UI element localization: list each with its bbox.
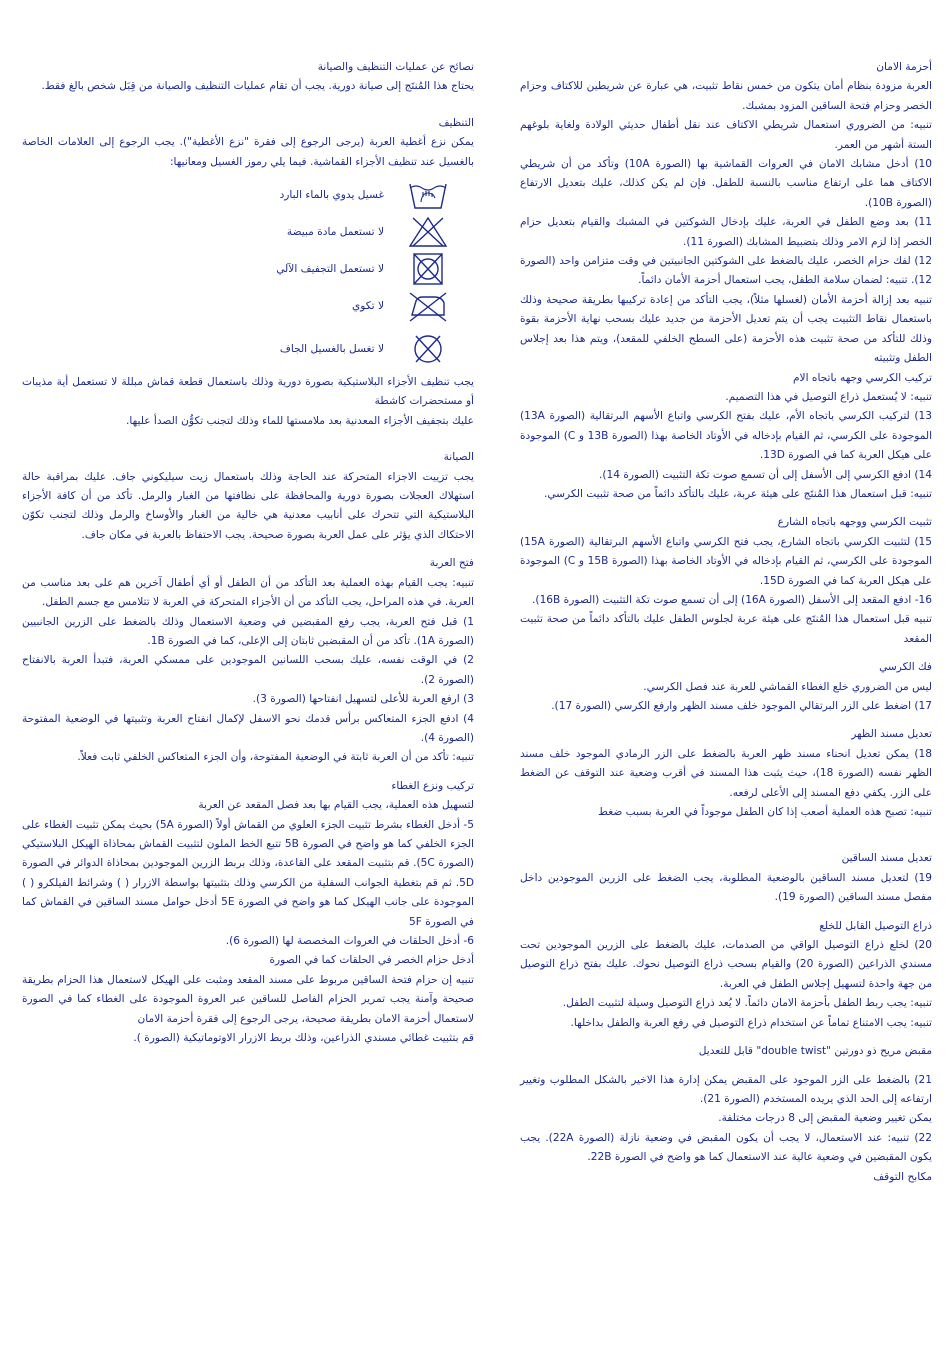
- paragraph: مكابح التوقف: [873, 1170, 932, 1183]
- paragraph: 2) في الوقت نفسه، عليك بسحب اللسانين الموجودين على ممسكي العربة، فتبدأ العربة بالانفتاح (الصورة 2).: [22, 654, 474, 686]
- remove-seat-section: [520, 678, 932, 717]
- paragraph: تنبيه: من الضروري استعمال شريطي الاكتاف عند نقل أطفال حديثي الولادة ولغاية بلوغهم الستة أشهر من العمر.: [520, 119, 932, 151]
- paragraph: 3) ارفع العربة للأعلى لتسهيل انفتاحها (الصورة 3).: [252, 693, 474, 706]
- paragraph: يجب تنظيف الأجزاء البلاستيكية بصورة دورية وذلك باستعمال قطعة قماش مبللة لا تستعمل أية مذيبات أو مستحضرات كاشطة: [22, 376, 474, 408]
- paragraph: تنبيه: تأكد من أن العربة ثابتة في الوضعية المفتوحة، وأن الجزء المتعاكس الخلفي ثابت فعلاً.: [77, 751, 474, 764]
- paragraph: 21) بالضغط على الزر الموجود على المقبض يمكن إدارة هذا الاخير بالشكل المطلوب وتغيير ارتفاعه إلى الحد الذي يريده المستخدم (الصورة 21).: [520, 1073, 932, 1105]
- paragraph: 11) بعد وضع الطفل في العربة، عليك بإدخال الشوكتين في المشبك والقيام بتعديل حزام الخصر إذا لزم الامر وذلك بتضبيط المشابك (الصورة 11).: [520, 216, 932, 248]
- paragraph: 18) يمكن تعديل انحناء مسند ظهر العربة بالضغط على الزر الرمادي الموجود خلف مسند الظهر نفسه (الصورة 18)، حيث يثبت هذا المسند في أقرب وضعية عند التوقف عن الضغط على الزر. يكفي دفع المسند إلى الأعلى لرفعه.: [520, 747, 932, 799]
- paragraph: تنبيه إن حزام فتحة الساقين مربوط على مسند المقعد ومثبت على الهيكل لاستعمال هذا الحزام بطريقة صحيحة وآمنة يجب تمرير الحزام الفاصل للساقين عبر العروة الموجودة على الغطاء كما في الصورة لاستعمال أحزمة الامان بطريقة صحيحة، يرجى الرجوع إلى فقرة أحزمة الامان: [22, 973, 474, 1025]
- paragraph: تنبيه: يجب الامتناع تماماً عن استخدام ذراع التوصيل في رفع العربة والطفل بداخلها.: [570, 1016, 932, 1029]
- care-advice-heading: نصائح عن عمليات التنظيف والصيانة: [317, 61, 474, 73]
- care-symbol-label: لا تستعمل التجفيف الآلي: [276, 262, 384, 275]
- paragraph: 17) اضغط على الزر البرتقالي الموجود خلف مسند الظهر وارفع الكرسي (الصورة 17).: [551, 700, 932, 712]
- care-symbol-label: لا تغسل بالغسيل الجاف: [279, 342, 384, 355]
- bumper-bar-heading: ذراع التوصيل القابل للخلع: [819, 919, 932, 932]
- seat-facing-street-heading: تثبيت الكرسي ووجهه باتجاه الشارع: [777, 516, 932, 529]
- cover-section: [22, 796, 474, 1048]
- paragraph: 1) قبل فتح العربة، يجب رفع المقبضين في وضعية الاستعمال وذلك بالضغط على الزرين الجانبيين (الصورة 1A). تأكد من أن المقبضين ثابتان إلى الإعلى، كما في الصورة 1B.: [22, 615, 474, 647]
- paragraph: تنبيه: لا يُستعمل ذراع التوصيل في هذا التصميم.: [725, 390, 932, 403]
- paragraph: ليس من الضروري خلع الغطاء القماشي للعربة عند فصل الكرسي.: [643, 680, 932, 693]
- backrest-heading: تعديل مسند الظهر: [851, 728, 932, 741]
- paragraph: عليك بتجفيف الأجزاء المعدنية بعد ملامستها للماء وذلك لتجنب تكوُّن الصدأ عليها.: [126, 414, 474, 427]
- care-advice-section: [22, 77, 474, 96]
- handle-heading: مقبض مريح ذو دورتين "double twist" قابل للتعديل: [698, 1045, 932, 1058]
- paragraph: يجب تزييت الاجزاء المتحركة عند الحاجة وذلك باستعمال زيت سيليكوني جاف. عليك بمراقبة حالة استهلاك العجلات بصورة دورية والمحافظة على نظافتها من الغبار والرمل. تأكد من أن كافة الأجزاء البلاستيكية التي تتحرك على أنابيب معدنية هي خالية من الغبار والأوساخ والرمل وذلك لتجنب تكوّن الاحتكاك الذي يؤثر على عمل العربة بصورة صحيحة. يجب الاحتفاظ بالعربة في مكان جاف.: [22, 470, 474, 541]
- paragraph: قم بتثبيت غطائي مسندي الذراعين، وذلك بربط الازرار الاوتوماتيكية (الصورة ).: [133, 1032, 474, 1045]
- paragraph: 14) ادفع الكرسي إلى الأسفل إلى أن تسمع صوت تكة التثبيت (الصورة 14).: [598, 468, 932, 481]
- paragraph: 5- أدخل الغطاء بشرط تثبيت الجزء العلوي من القماش أولاً (الصورة 5A) بحيث يمكن تثبيت الغطاء على الجزء الخلفي كما هو واضح في الصورة 5B تتبع الخط الملون لتثبيت القماش بمحاذاة الهيكل البلاستيكي (الصورة 5C). قم بتثبيت المقعد على القاعدة، وذلك بربط الزرين الموجودين بمحاذاة الدوائر في الصورة 5D. ثم قم بتغطية الجوانب السفلية من الكرسي وذلك بتثبيتها بواسطة الازرار ( ) وشرائط الفيلكرو ( ) الموجودة على جانب الهيكل كما هو واضح في الصورة 5E أدخل حوامل مسند الساقين في القماش كما في الصورة 5F: [22, 818, 475, 928]
- seat-facing-street-section: [520, 533, 932, 649]
- seat-facing-parent-heading: تركيب الكرسي وجهه باتجاه الام: [793, 371, 932, 384]
- legrest-section: [520, 869, 932, 908]
- maintenance-heading: الصيانة: [443, 451, 474, 464]
- no-tumble-dry-icon: [406, 252, 450, 286]
- paragraph: 16- ادفع المقعد إلى الأسفل (الصورة 16A) إلى أن تسمع صوت تكة التثبيت (الصورة 16B).: [532, 593, 932, 606]
- paragraph: تنبيه: تصبح هذه العملية أصعب إذا كان الطفل موجوداً في العربة بسبب ضغط: [598, 806, 932, 819]
- paragraph: 22) تنبيه: عند الاستعمال، لا يجب أن يكون المقبض في وضعية نازلة (الصورة 22A). يجب يكون المقبضين في وضعية عالية عند الاستعمال كما هو واضح في الصورة 22B.: [520, 1131, 932, 1164]
- paragraph: 13) لتركيب الكرسي باتجاه الأم، عليك بفتح الكرسي واتباع الأسهم البرتقالية (الصورة 13A) الموجودة على الكرسي، ثم القيام بإدخاله في الأوتاد الخاصة بهذا (الصورة 13B و C) الموجودة على هيكل العربة كما في الصورة 13D.: [520, 410, 933, 462]
- paragraph: يمكن تغيير وضعية المقبض إلى 8 درجات مختلفة.: [718, 1112, 932, 1125]
- paragraph: تنبيه: يجب ربط الطفل بأحزمة الامان دائماً. لا يُعد ذراع التوصيل وسيلة لتثبيت الطفل.: [562, 997, 932, 1010]
- care-symbol-label: لا تكوي: [352, 299, 384, 312]
- care-symbol-row: [22, 213, 450, 250]
- opening-heading: فتح العربة: [429, 557, 474, 570]
- care-symbol-row: [22, 176, 450, 213]
- care-symbol-row: [22, 287, 450, 324]
- paragraph: أدخل حزام الخصر في الحلقات كما في الصورة: [269, 954, 474, 967]
- no-dry-clean-icon: [406, 332, 450, 366]
- care-symbol-row: [22, 250, 450, 287]
- paragraph: العربة مزودة بنظام أمان يتكون من خمس نقاط تثبيت، هي عبارة عن شريطين للاكتاف وحزام الخصر وحزام فتحة الساقين المزود بمشبك.: [520, 80, 932, 112]
- paragraph: تنبيه قبل استعمال هذا المُنتَج على هيئة عربة لجلوس الطفل عليك بالتأكد دائماً من صحة تثبيت المقعد: [520, 613, 932, 645]
- care-symbol-label: غسيل يدوي بالماء البارد: [279, 188, 384, 201]
- paragraph: يمكن نزع أغطية العربة (يرجى الرجوع إلى فقرة "نزع الأغطية"). يجب الرجوع إلى العلامات الخاصة بالغسيل عند تنظيف الأجزاء القماشية. فيما يلي رموز الغسيل ومعانيها:: [22, 136, 474, 168]
- left-column: [22, 58, 474, 1048]
- seat-facing-parent-section: [520, 388, 932, 504]
- paragraph: يحتاج هذا المُنتَج إلى صيانة دورية. يجب أن تقام عمليات التنظيف والصيانة من قِبَل شخص بالغ فقط.: [41, 80, 474, 93]
- paragraph: 12) لفك حزام الخصر، عليك بالضغط على الشوكتين الجانبيتين في وقت متزامن واحد (الصورة 12). تنبيه: لضمان سلامة الطفل، يجب استعمال أحزمة الأمان دائماً.: [520, 255, 932, 287]
- cleaning-section: [22, 133, 474, 431]
- maintenance-section: [22, 468, 474, 546]
- opening-section: [22, 574, 474, 768]
- no-iron-icon: [406, 289, 450, 323]
- paragraph: 15) لتثبيت الكرسي باتجاه الشارع، يجب فتح الكرسي واتباع الأسهم البرتقالية (الصورة 15A) الموجودة على الكرسي، ثم القيام بإدخاله في الأوتاد الخاصة بهذا (الصورة 15B و C) الموجودة على هيكل العربة كما في الصورة 15D.: [520, 535, 933, 587]
- seatbelt-section: [520, 77, 932, 368]
- cover-heading: تركيب ونزع الغطاء: [391, 779, 474, 792]
- paragraph: 4) ادفع الجزء المتعاكس برأس قدمك نحو الاسفل لإكمال انفتاح العربة وتثبيتها في الوضعية المفتوحة (الصورة 4).: [22, 712, 474, 744]
- paragraph: تنبيه: قبل استعمال هذا المُنتَج على هيئة عربة، عليك بالتأكد دائماً من صحة تثبيت الكرسي.: [543, 487, 932, 500]
- paragraph: 10) أدخل مشابك الامان في العروات القماشية بها (الصورة 10A) وتأكد من أن شريطي الاكتاف هما على ارتفاع مناسب بالنسبة للطفل. فإن لم يكن كذلك، عليك بتعديل الارتفاع (الصورة 10B).: [520, 158, 932, 209]
- handle-section: [520, 1071, 932, 1187]
- legrest-heading: تعديل مسند الساقين: [841, 852, 932, 865]
- hand-wash-icon: [406, 178, 450, 212]
- paragraph: تنبيه بعد إزالة أحزمة الأمان (لغسلها مثلاً)، يجب التأكد من إعادة تركيبها بطريقة صحيحة وذلك باستعمال نقاط التثبيت يجب أن يتم تعديل الأحزمة من جديد عليك بسحب نهاية الأحزمة بقوة وذلك للتأكد من صحة تثبيت هذه الأحزمة (على السطح الخلفي للمقعد)، ويتم هذا بعد إجلاس الطفل وتثبيته: [520, 293, 932, 365]
- care-symbol-label: لا تستعمل مادة مبيضة: [286, 225, 384, 238]
- paragraph: لتسهيل هذه العملية، يجب القيام بها بعد فصل المقعد عن العربة: [198, 799, 474, 812]
- care-symbols-list: [22, 176, 474, 367]
- care-symbol-row: [22, 330, 450, 367]
- seatbelt-heading: أحزمة الامان: [876, 61, 932, 73]
- cleaning-heading: التنظيف: [438, 116, 474, 129]
- right-column: [520, 58, 932, 1187]
- paragraph: 19) لتعديل مسند الساقين بالوضعية المطلوبة، يجب الضغط على الزرين الموجودين داخل مفصل مسند الساقين (الصورة 19).: [520, 871, 932, 904]
- paragraph: تنبيه: يجب القيام بهذه العملية بعد التأكد من أن الطفل أو أي أطفال آخرين هم على بعد مناسب من العربة. في هذه المراحل، يجب التأكد من أن الأجزاء المتحركة في العربة لا تتلامس مع جسم الطفل.: [22, 576, 474, 609]
- backrest-section: [520, 745, 932, 823]
- paragraph: 20) لخلع ذراع التوصيل الواقي من الصدمات، عليك بالضغط على الزرين الموجودين تحت مسندي الذراعين (الصورة 20) والقيام بسحب ذراع التوصيل نحوك. عليك بفتح ذراع التوصيل من جهة واحدة لتسهيل إجلاس الطفل في العربة.: [520, 939, 932, 990]
- bumper-bar-section: [520, 936, 932, 1033]
- remove-seat-heading: فك الكرسي: [879, 661, 932, 674]
- paragraph: 6- أدخل الحلقات في العروات المخصصة لها (الصورة 6).: [225, 935, 474, 947]
- no-bleach-icon: [406, 215, 450, 249]
